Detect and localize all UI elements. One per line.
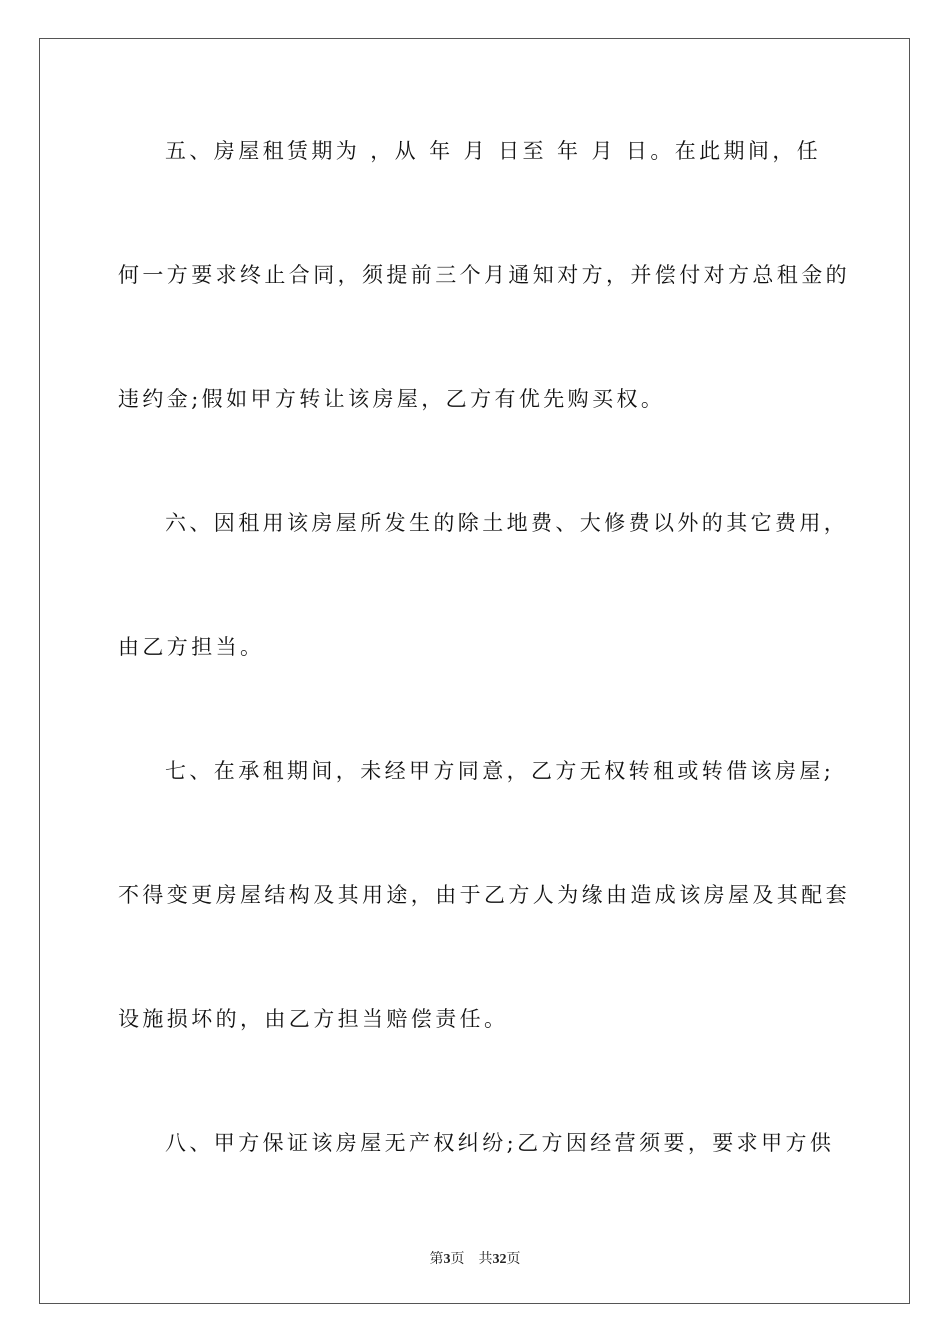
- page-suffix: 页: [450, 1252, 465, 1267]
- page-prefix: 第: [429, 1252, 444, 1267]
- paragraph-7-line-2: 不得变更房屋结构及其用途，由于乙方人为缘由造成该房屋及其配套: [118, 883, 850, 907]
- total-suffix: 页: [506, 1252, 521, 1267]
- paragraph-5-line-2: 何一方要求终止合同，须提前三个月通知对方，并偿付对方总租金的: [118, 263, 850, 287]
- total-prefix: 共: [478, 1252, 493, 1267]
- paragraph-8-line-1: 八、甲方保证该房屋无产权纠纷;乙方因经营须要，要求甲方供: [165, 1131, 835, 1155]
- total-pages: 32: [492, 1252, 507, 1267]
- page-number: 3: [443, 1252, 451, 1267]
- page-footer: [0, 1248, 950, 1268]
- paragraph-6-line-1: 六、因租用该房屋所发生的除土地费、大修费以外的其它费用，: [165, 511, 849, 535]
- paragraph-5-line-3: 违约金;假如甲方转让该房屋，乙方有优先购买权。: [118, 387, 666, 411]
- page-border: [39, 38, 910, 1304]
- paragraph-7-line-1: 七、在承租期间，未经甲方同意，乙方无权转租或转借该房屋;: [165, 759, 835, 783]
- paragraph-7-line-3: 设施损坏的，由乙方担当赔偿责任。: [118, 1007, 509, 1031]
- paragraph-6-line-2: 由乙方担当。: [118, 635, 265, 659]
- paragraph-5-line-1: 五、房屋租赁期为 ，从 年 月 日至 年 月 日。在此期间，任: [165, 139, 822, 163]
